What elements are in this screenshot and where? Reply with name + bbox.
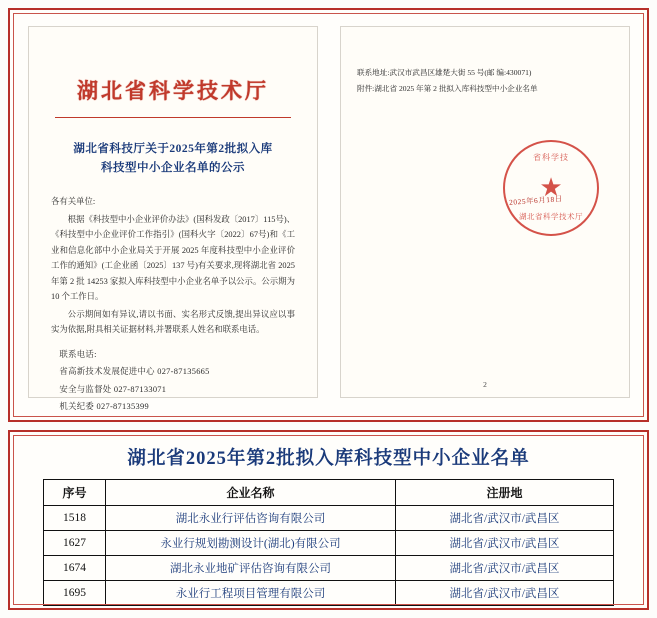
contact-label: 联系电话: xyxy=(59,349,97,359)
notice-page-right xyxy=(340,26,630,398)
notice-paragraph-2: 公示期间如有异议,请以书面、实名形式反馈,提出异议应以事实为依据,附具相关证据材料,并署联系人姓名和联系电话。 xyxy=(51,309,295,334)
enterprise-list-title: 湖北省2025年第2批拟入库科技型中小企业名单 xyxy=(127,449,530,469)
contact-line-2: 安全与监督处 027-87133071 xyxy=(59,384,167,394)
notice-address-block xyxy=(341,27,629,97)
notice-salutation: 各有关单位: xyxy=(51,197,96,206)
cell-no: 1627 xyxy=(44,531,106,556)
enterprise-list-inner-border xyxy=(13,435,644,605)
column-header-name: 企业名称 xyxy=(106,480,396,506)
cell-no: 1695 xyxy=(44,581,106,606)
notice-body xyxy=(29,194,317,415)
notice-page-left xyxy=(28,26,318,411)
seal-top-text: 省科学技 xyxy=(533,153,569,162)
cell-name: 永业行规划勘测设计(湖北)有限公司 xyxy=(106,531,396,556)
cell-no: 1518 xyxy=(44,506,106,531)
address-line: 联系地址:武汉市武昌区雄楚大街 55 号(邮 编:430071) xyxy=(357,68,532,77)
page-number: 2 xyxy=(483,380,487,389)
contact-line-1: 省高新技术发展促进中心 027-87135665 xyxy=(59,367,210,376)
cell-region: 湖北省/武汉市/武昌区 xyxy=(396,531,614,556)
contact-line-3: 机关纪委 027-87135399 xyxy=(59,402,149,411)
official-seal xyxy=(503,140,599,236)
issuing-organization-title: 湖北省科学技术厅 xyxy=(77,79,269,103)
notice-heading-line2: 科技型中小企业名单的公示 xyxy=(101,162,245,174)
column-header-no: 序号 xyxy=(44,480,106,506)
cell-name: 永业行工程项目管理有限公司 xyxy=(106,581,396,606)
seal-date-text: 2025年6月18日 xyxy=(508,194,563,207)
cell-name: 湖北永业地矿评估咨询有限公司 xyxy=(106,556,396,581)
seal-bottom-text: 湖北省科学技术厅 xyxy=(519,212,583,221)
column-header-region: 注册地 xyxy=(396,480,614,506)
notice-contact-block xyxy=(51,347,295,415)
notice-heading xyxy=(29,140,317,178)
cell-no: 1674 xyxy=(44,556,106,581)
star-icon: ★ xyxy=(539,173,563,202)
notice-heading-line1: 湖北省科技厅关于2025年第2批拟入库 xyxy=(73,143,273,155)
notice-paragraph-1: 根据《科技型中小企业评价办法》(国科发政〔2017〕115号)、《科技型中小企业评价工作指引》(国科火字〔2022〕67号)和《工业和信息化部中小企业局关于开展 2025 年度科技型中小企业评价工作的通知》(工企业函〔2025〕137 号)有关要求,现将湖北省 2025 年第 2 批 14253 家拟入库科技型中小企业名单予以公示。公示期为 10 个工作日。 xyxy=(51,214,295,301)
cell-region: 湖北省/武汉市/武昌区 xyxy=(396,581,614,606)
attachment-line: 附件:湖北省 2025 年第 2 批拟入库科技型中小企业名单 xyxy=(357,84,538,93)
cell-region: 湖北省/武汉市/武昌区 xyxy=(396,556,614,581)
letterhead-divider xyxy=(55,117,291,118)
notice-document-frame xyxy=(8,8,649,422)
enterprise-list-frame xyxy=(8,430,649,610)
cell-name: 湖北永业行评估咨询有限公司 xyxy=(106,506,396,531)
cell-region: 湖北省/武汉市/武昌区 xyxy=(396,506,614,531)
